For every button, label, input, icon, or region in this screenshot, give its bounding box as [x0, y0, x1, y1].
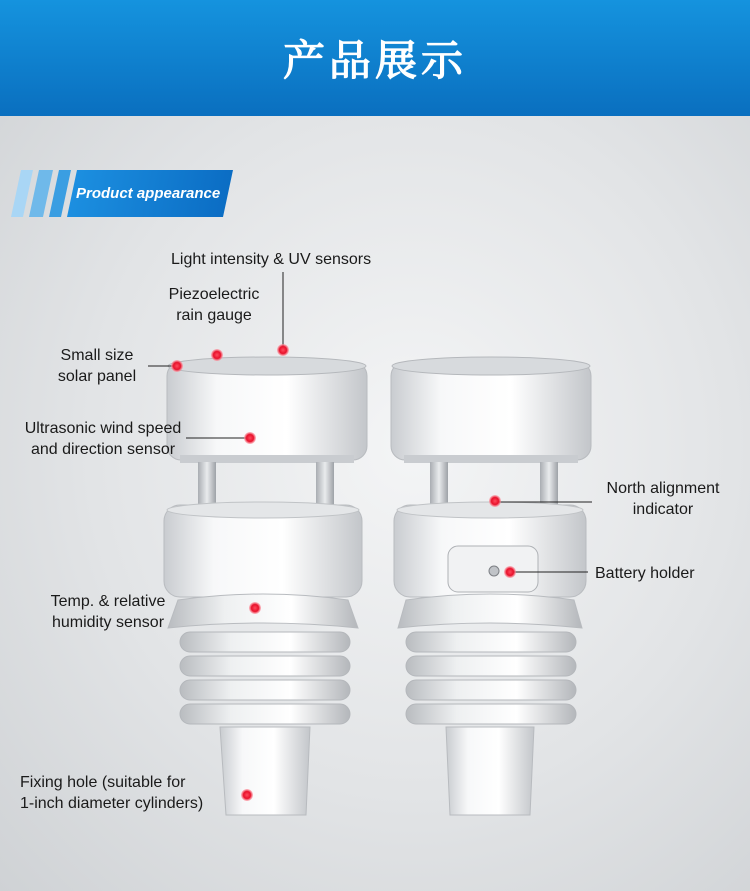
marker-wind-sensor: [244, 432, 256, 444]
label-fixing-line1: Fixing hole (suitable for: [20, 774, 186, 791]
marker-light-uv: [277, 344, 289, 356]
label-north-line1: North alignment: [606, 480, 720, 497]
marker-fixing-hole: [241, 789, 253, 801]
label-north-indicator: [598, 478, 728, 520]
page-title: 产品展示: [282, 36, 467, 85]
page-header: [0, 0, 750, 116]
label-fixing-line2: 1-inch diameter cylinders): [20, 795, 204, 812]
label-rain-gauge-line2: rain gauge: [176, 307, 252, 324]
marker-temp-humidity: [249, 602, 261, 614]
label-wind-line2: and direction sensor: [30, 441, 176, 458]
marker-north-indicator: [489, 495, 501, 507]
marker-battery-holder: [504, 566, 516, 578]
label-temp-humidity: [40, 591, 176, 633]
label-wind-sensor: [14, 418, 192, 460]
section-title: Product appearance: [76, 185, 221, 202]
label-solar-line2: solar panel: [57, 368, 137, 385]
weather-station-back: [391, 357, 591, 815]
label-temp-line2: humidity sensor: [51, 614, 165, 631]
label-light-uv: Light intensity & UV sensors: [171, 251, 372, 268]
label-battery-holder: Battery holder: [595, 565, 695, 582]
label-temp-line1: Temp. & relative: [50, 593, 166, 610]
label-rain-gauge: [162, 284, 266, 326]
marker-solar-panel: [171, 360, 183, 372]
label-solar-panel: [52, 345, 142, 387]
label-solar-line1: Small size: [60, 347, 134, 364]
marker-rain-gauge: [211, 349, 223, 361]
label-north-line2: indicator: [632, 501, 694, 518]
label-fixing-hole: [20, 772, 203, 814]
weather-station-front: [164, 357, 367, 815]
label-wind-line1: Ultrasonic wind speed: [24, 420, 182, 437]
label-rain-gauge-line1: Piezoelectric: [168, 286, 260, 303]
